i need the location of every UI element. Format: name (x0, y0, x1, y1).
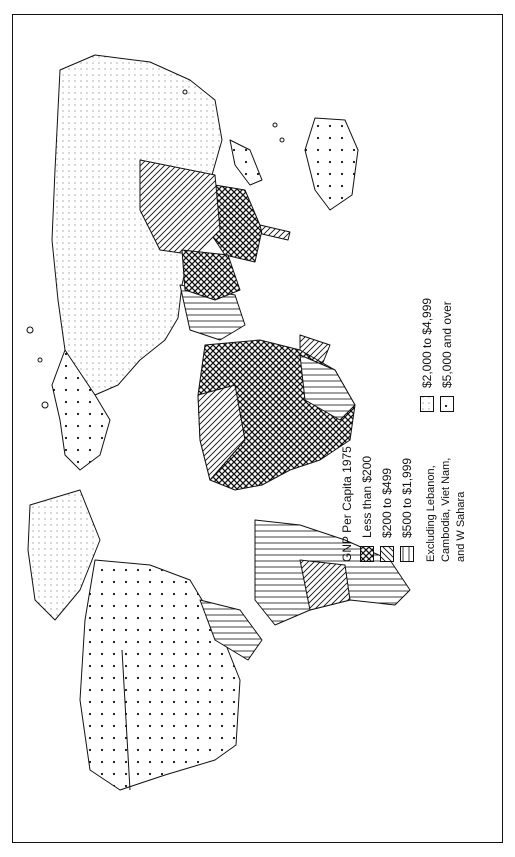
legend-label: $200 to $499 (380, 467, 394, 538)
note-line: and W Sahara (455, 491, 467, 562)
map-legend (338, 242, 468, 562)
legend-label: $2,000 to $4,999 (420, 297, 434, 388)
legend-label: Less than $200 (360, 455, 374, 538)
note-line: Excluding Lebanon, (425, 465, 437, 562)
legend-label: $5,000 and over (440, 301, 454, 388)
legend-item-4 (418, 298, 436, 412)
exclusion-note (424, 422, 469, 562)
legend-item-2 (378, 468, 396, 562)
legend-item-1 (358, 456, 376, 562)
legend-item-3 (398, 458, 416, 562)
note-line: Cambodia, Viet Nam, (440, 457, 452, 562)
legend-item-5 (438, 301, 456, 412)
legend-label: $500 to $1,999 (400, 457, 414, 538)
legend-title: GNP Per Capita 1975 (340, 446, 354, 562)
